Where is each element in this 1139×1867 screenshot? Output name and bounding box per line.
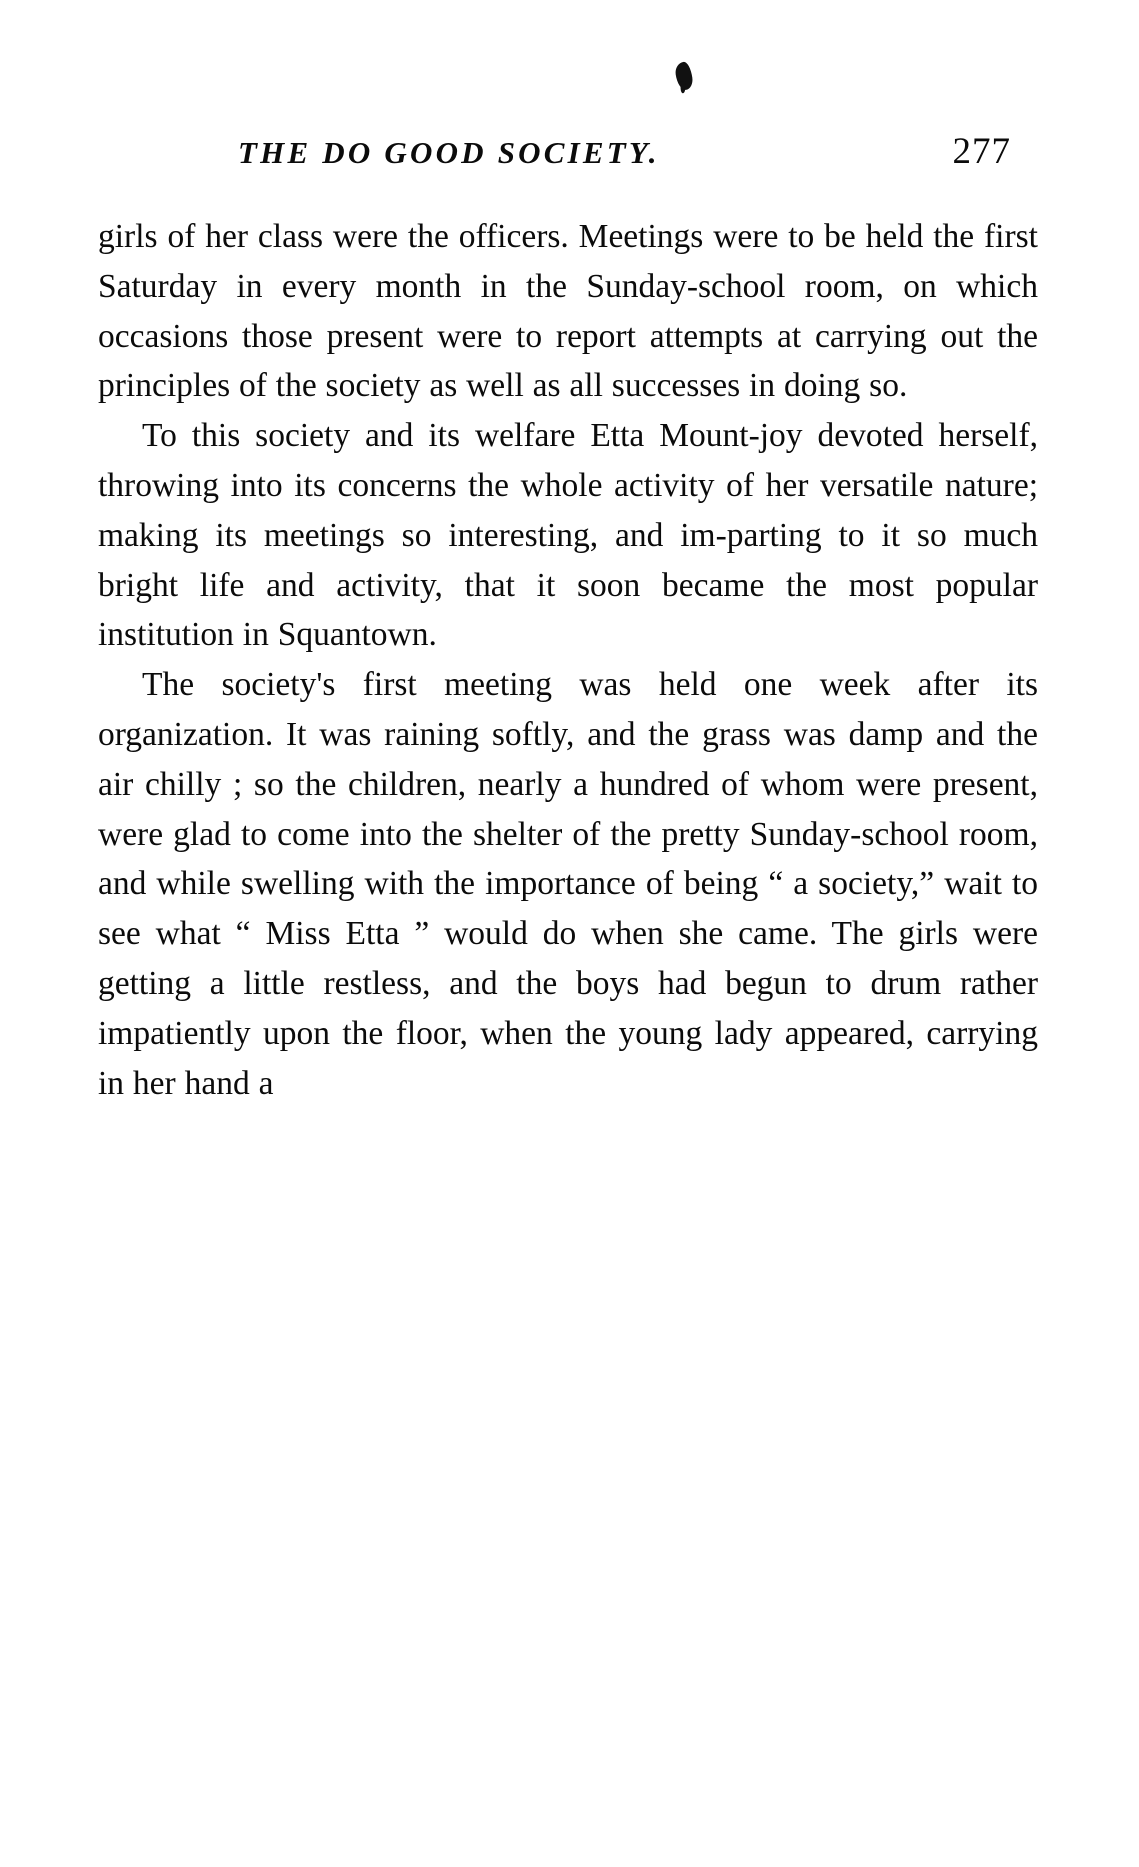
page-number: 277 [952,131,1011,172]
paragraph: To this society and its welfare Etta Mount-joy devoted herself, throwing into its concerns the whole activity of her versatile nature; making its meetings so interesting, and im-parting to it so much bright life and activity, that it soon became the most popular institution in Squantown. [98,417,1038,654]
running-head [100,130,1039,182]
paragraph: girls of her class were the officers. Meetings were to be held the first Saturday in every month in the Sunday-school room, on which occasions those present were to report attempts at carrying out the principles of the society as well as all successes in doing so. [98,218,1038,405]
running-head-title: THE DO GOOD SOCIETY. [238,135,660,170]
paragraph: The society's first meeting was held one week after its organization. It was raining softly, and the grass was damp and the air chilly ; so the children, nearly a hundred of whom were present, were glad to come into the shelter of the pretty Sunday-school room, and while swelling with the importance of being “ a society,” wait to see what “ Miss Etta ” would do when she came. The girls were getting a little restless, and the boys had begun to drum rather impatiently upon the floor, when the young lady appeared, carrying in her hand a [98,666,1038,1102]
ink-blot-icon [674,61,694,91]
body-text [98,212,1038,1108]
